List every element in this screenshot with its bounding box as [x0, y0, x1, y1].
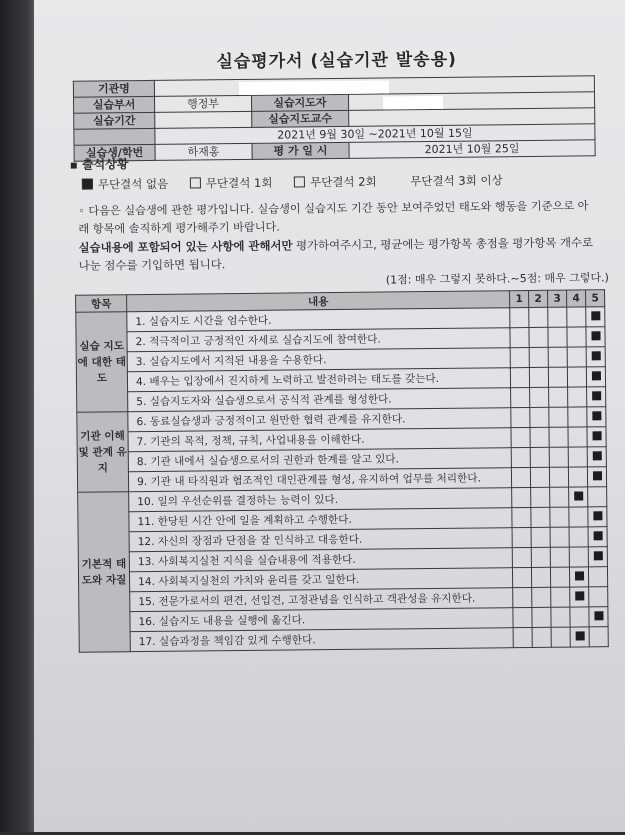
score-cell-4[interactable] — [569, 567, 588, 587]
score-cell-1[interactable] — [512, 567, 531, 587]
score-mark-icon — [592, 391, 601, 400]
score-cell-5[interactable] — [588, 567, 607, 587]
item-text: 1. 실습지도 시간을 엄수한다. — [127, 308, 510, 332]
score-cell-2[interactable] — [529, 367, 548, 387]
score-cell-5[interactable] — [589, 587, 608, 607]
score-mark-icon — [593, 531, 602, 540]
score-cell-1[interactable] — [510, 367, 529, 387]
item-text: 9. 기관 내 타직원과 협조적인 대인관계를 형성, 유지하여 업무를 처리한다. — [128, 468, 511, 492]
score-cell-5[interactable] — [587, 447, 606, 467]
attendance-option-label: 무단결석 2회 — [309, 174, 377, 190]
evaluation-form — [58, 0, 623, 835]
score-mark-icon — [575, 631, 584, 640]
score-cell-2[interactable] — [531, 527, 550, 547]
student-value: 하재홍 — [155, 143, 252, 160]
score-cell-4[interactable] — [568, 467, 587, 487]
score-cell-3[interactable] — [551, 587, 570, 607]
score-cell-4[interactable] — [569, 507, 588, 527]
period-value: 2021년 9월 30일 ~2021년 10월 15일 — [155, 124, 595, 145]
score-mark-icon — [592, 471, 601, 480]
score-cell-4[interactable] — [567, 327, 586, 347]
attendance-option-label: 무단결석 1회 — [205, 175, 273, 191]
checkbox-icon[interactable] — [294, 176, 305, 187]
attendance-option-label: 무단결석 3회 이상 — [410, 173, 503, 189]
period-label: 실습기간 — [74, 112, 155, 129]
score-mark-icon — [591, 371, 600, 380]
score-cell-2[interactable] — [532, 607, 551, 627]
score-mark-icon — [591, 351, 600, 360]
attendance-option[interactable] — [82, 176, 168, 193]
category-cell: 실습 지도에 대한 태도 — [76, 312, 128, 413]
score-cell-5[interactable] — [589, 607, 608, 627]
score-mark-icon — [593, 511, 602, 520]
score-cell-1[interactable] — [510, 347, 529, 367]
instruction-paragraph-1: ◦ 다음은 실습생에 관한 평가입니다. 실습생이 실습지도 기간 동안 보여주었던 태도와 행동을 기준으로 아래 항목에 솔직하게 평가해주기 바랍니다. — [78, 199, 589, 236]
score-cell-3[interactable] — [549, 427, 568, 447]
score-cell-3[interactable] — [548, 367, 567, 387]
table-row — [79, 627, 608, 653]
score-cell-5[interactable] — [588, 527, 607, 547]
form-title: 실습평가서 (실습기관 발송용) — [216, 49, 457, 73]
score-cell-2[interactable] — [530, 447, 549, 467]
score-cell-5[interactable] — [587, 427, 606, 447]
score-mark-icon — [593, 551, 602, 560]
score-cell-1[interactable] — [511, 407, 530, 427]
score-mark-icon — [594, 611, 603, 620]
score-cell-2[interactable] — [529, 307, 548, 327]
checkbox-icon[interactable] — [190, 177, 201, 188]
score-cell-4[interactable] — [570, 607, 589, 627]
evaluation-table — [75, 289, 609, 653]
instruction-rest: 평가하여주시고, 평균에는 평가항목 총점을 평가항목 개수로 나눈 점수를 기입하면 됩니다. — [78, 235, 593, 273]
instruction-paragraph-2 — [78, 233, 598, 274]
attendance-option[interactable] — [190, 175, 273, 192]
score-cell-1[interactable] — [511, 467, 530, 487]
score-cell-2[interactable] — [531, 567, 550, 587]
score-mark-icon — [574, 491, 583, 500]
score-cell-2[interactable] — [530, 427, 549, 447]
score-cell-2[interactable] — [530, 467, 549, 487]
score-cell-5[interactable] — [588, 507, 607, 527]
item-text: 4. 배우는 입장에서 진지하게 노력하고 발전하려는 태도를 갖는다. — [127, 368, 510, 392]
score-cell-5[interactable] — [588, 487, 607, 507]
score-cell-3[interactable] — [550, 567, 569, 587]
score-cell-2[interactable] — [530, 407, 549, 427]
attendance-options — [82, 172, 503, 192]
score-cell-2[interactable] — [530, 387, 549, 407]
score-cell-5[interactable] — [586, 367, 605, 387]
attendance-option[interactable] — [294, 174, 377, 191]
score-cell-5[interactable] — [589, 627, 608, 647]
score-cell-4[interactable] — [568, 447, 587, 467]
score-cell-4[interactable] — [570, 627, 589, 647]
score-mark-icon — [575, 591, 584, 600]
score-mark-icon — [592, 431, 601, 440]
item-text: 14. 사회복지실천의 가치와 윤리를 갖고 일한다. — [129, 568, 512, 592]
item-text: 16. 실습지도 내용을 실행에 옮긴다. — [130, 608, 513, 632]
score-cell-4[interactable] — [569, 527, 588, 547]
score-cell-5[interactable] — [586, 327, 605, 347]
score-cell-2[interactable] — [529, 347, 548, 367]
score-cell-3[interactable] — [551, 607, 570, 627]
eval-date-label: 평 가 일 시 — [252, 142, 349, 159]
student-label: 실습생/학번 — [74, 144, 155, 161]
info-table — [73, 75, 596, 161]
paper-sheet — [34, 0, 625, 832]
attendance-option-label: 무단결석 없음 — [97, 176, 169, 192]
score-cell-1[interactable] — [512, 487, 531, 507]
item-text: 13. 사회복지실천 지식을 실습내용에 적용한다. — [129, 548, 512, 572]
score-cell-1[interactable] — [512, 527, 531, 547]
score-mark-icon — [574, 571, 583, 580]
checkbox-checked-icon[interactable] — [82, 179, 93, 190]
score-cell-1[interactable] — [512, 547, 531, 567]
score-cell-5[interactable] — [588, 547, 607, 567]
score-cell-4[interactable] — [570, 587, 589, 607]
score-cell-4[interactable] — [568, 427, 587, 447]
score-cell-3[interactable] — [549, 387, 568, 407]
score-cell-2[interactable] — [532, 627, 551, 647]
item-text: 10. 일의 우선순위를 결정하는 능력이 있다. — [129, 488, 512, 512]
score-cell-4[interactable] — [567, 347, 586, 367]
header-score: 3 — [548, 290, 567, 307]
category-cell: 기관 이해 및 관계 유지 — [77, 412, 129, 493]
score-cell-3[interactable] — [549, 407, 568, 427]
scale-note: (1점: 매우 그렇지 못하다.~5점: 매우 그렇다.) — [385, 271, 609, 287]
score-cell-2[interactable] — [532, 587, 551, 607]
score-cell-1[interactable] — [513, 627, 532, 647]
redaction-box — [239, 80, 389, 95]
header-score: 2 — [529, 290, 548, 307]
score-cell-5[interactable] — [587, 467, 606, 487]
item-text: 6. 동료실습생과 긍정적이고 원만한 협력 관계를 유지한다. — [128, 408, 511, 432]
eval-date-value: 2021년 10월 25일 — [349, 140, 595, 159]
item-text: 3. 실습지도에서 지적된 내용을 수용한다. — [127, 348, 510, 372]
department-value: 행정부 — [154, 95, 251, 112]
score-cell-3[interactable] — [550, 507, 569, 527]
score-cell-4[interactable] — [568, 387, 587, 407]
score-cell-1[interactable] — [511, 427, 530, 447]
score-cell-1[interactable] — [510, 307, 529, 327]
score-cell-4[interactable] — [568, 407, 587, 427]
period-value-left — [155, 111, 252, 128]
score-cell-3[interactable] — [550, 487, 569, 507]
score-cell-3[interactable] — [549, 467, 568, 487]
score-cell-1[interactable] — [511, 387, 530, 407]
score-cell-3[interactable] — [549, 447, 568, 467]
score-cell-1[interactable] — [510, 327, 529, 347]
item-text: 11. 한당된 시간 안에 일을 계획하고 수행한다. — [129, 508, 512, 532]
score-mark-icon — [592, 411, 601, 420]
score-cell-1[interactable] — [513, 607, 532, 627]
attendance-heading: ▪ 출석상황 — [69, 157, 129, 172]
score-cell-3[interactable] — [550, 527, 569, 547]
score-cell-2[interactable] — [529, 327, 548, 347]
instruction-emphasis: 실습내용에 포함되어 있는 사항에 관해서만 — [78, 238, 293, 255]
attendance-option[interactable] — [410, 172, 503, 189]
redaction-box — [383, 95, 443, 109]
score-cell-3[interactable] — [551, 627, 570, 647]
score-cell-4[interactable] — [567, 367, 586, 387]
supervisor-label: 실습지도자 — [251, 94, 348, 111]
score-cell-2[interactable] — [531, 547, 550, 567]
score-cell-4[interactable] — [567, 307, 586, 327]
header-score: 5 — [586, 290, 605, 307]
score-cell-1[interactable] — [513, 587, 532, 607]
score-cell-2[interactable] — [531, 487, 550, 507]
agency-label: 기관명 — [73, 80, 154, 97]
item-text: 17. 실습과정을 책임감 있게 수행한다. — [130, 628, 513, 652]
score-cell-4[interactable] — [569, 547, 588, 567]
score-mark-icon — [591, 311, 600, 320]
professor-label: 실습지도교수 — [252, 110, 349, 127]
department-label: 실습부서 — [74, 96, 155, 113]
header-score: 4 — [567, 290, 586, 307]
score-cell-3[interactable] — [548, 307, 567, 327]
score-cell-1[interactable] — [512, 507, 531, 527]
item-text: 2. 적극적이고 긍정적인 자세로 실습지도에 참여한다. — [127, 328, 510, 352]
score-cell-5[interactable] — [586, 347, 605, 367]
item-text: 7. 기관의 목적, 정책, 규칙, 사업내용을 이해한다. — [128, 428, 511, 452]
score-cell-5[interactable] — [586, 307, 605, 327]
score-cell-2[interactable] — [531, 507, 550, 527]
score-cell-3[interactable] — [548, 327, 567, 347]
score-cell-3[interactable] — [548, 347, 567, 367]
header-score: 1 — [510, 290, 529, 307]
header-content: 내용 — [127, 291, 510, 312]
item-text: 5. 실습지도자와 실습생으로서 공식적 관계를 형성한다. — [128, 388, 511, 412]
category-cell: 기본적 태도와 자질 — [78, 492, 131, 653]
score-cell-5[interactable] — [587, 387, 606, 407]
period-label-2 — [74, 128, 155, 145]
item-text: 12. 자신의 장점과 단점을 잘 인식하고 대응한다. — [129, 528, 512, 552]
item-text: 15. 전문가로서의 편견, 선입견, 고정관념을 인식하고 객관성을 유지한다. — [130, 588, 513, 612]
header-item: 항목 — [76, 295, 127, 313]
item-text: 8. 기관 내에서 실습생으로서의 권한과 한계를 알고 있다. — [128, 448, 511, 472]
score-cell-5[interactable] — [587, 407, 606, 427]
score-mark-icon — [591, 331, 600, 340]
score-mark-icon — [592, 451, 601, 460]
score-cell-4[interactable] — [569, 487, 588, 507]
score-cell-3[interactable] — [550, 547, 569, 567]
score-cell-1[interactable] — [511, 447, 530, 467]
